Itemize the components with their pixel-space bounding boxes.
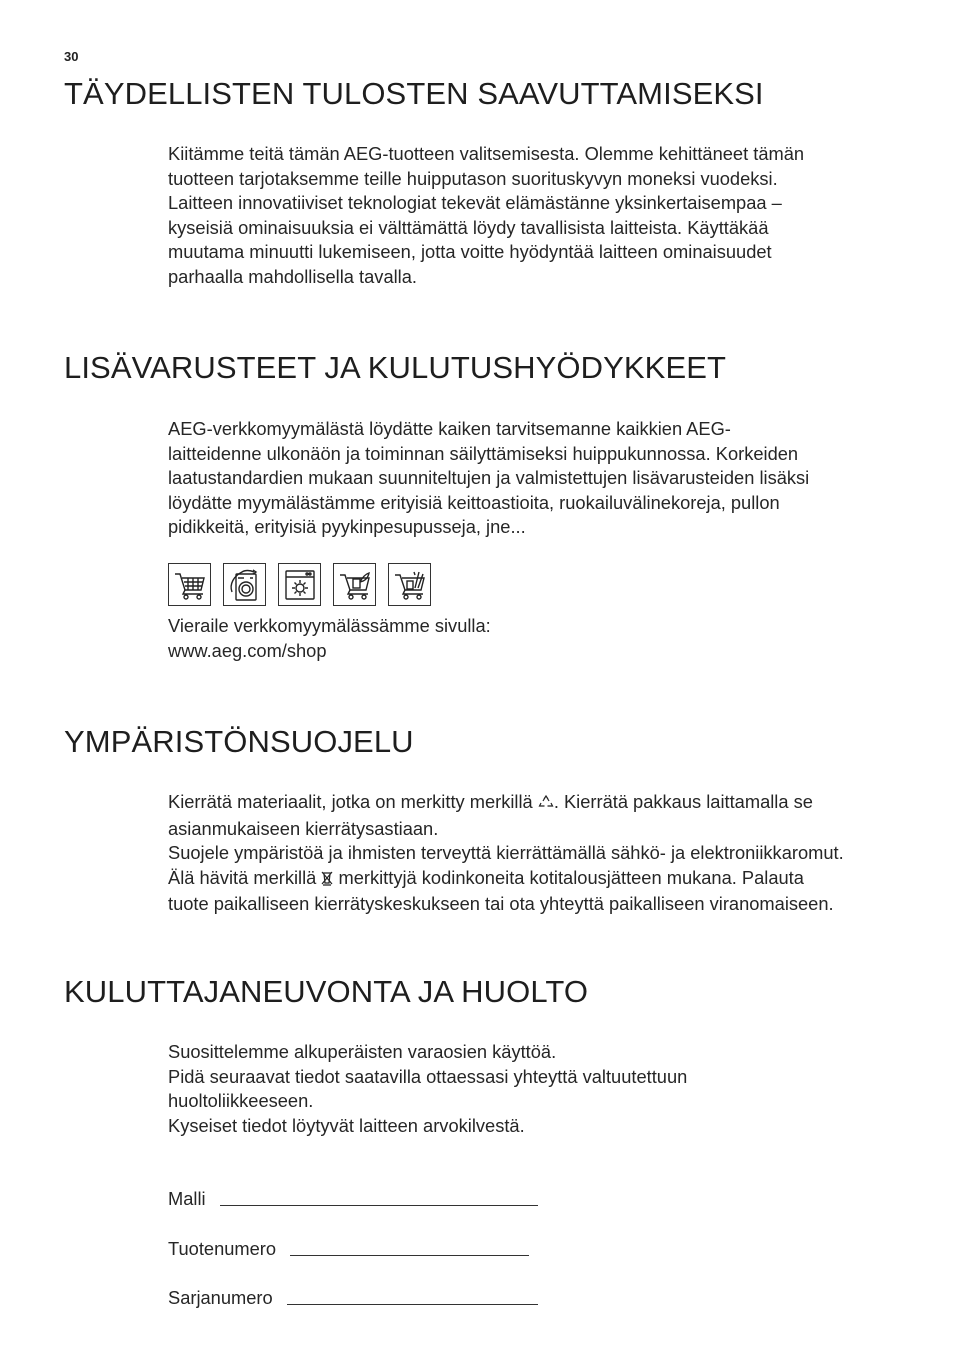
serial-number-input-line[interactable] <box>287 1303 538 1305</box>
text-line: Suosittelemme alkuperäisten varaosien käyttöä. <box>168 1041 557 1062</box>
text-line: parhaalla mahdollisella tavalla. <box>168 265 417 287</box>
section-heading-optimal-results: TÄYDELLISTEN TULOSTEN SAAVUTTAMISEKSI <box>64 76 764 111</box>
service-paragraph <box>168 1040 687 1138</box>
text-segment: Kierrätä materiaalit, jotka on merkitty merkillä <box>168 791 538 812</box>
shop-icons-row <box>168 563 431 606</box>
text-line: pidikkeitä, erityisiä pyykinpesupusseja, jne... <box>168 516 526 538</box>
shop-visit-label: Vieraile verkkomyymälässämme sivulla: <box>168 615 491 636</box>
text-line <box>168 866 844 893</box>
cart-accessories-icon <box>388 563 431 606</box>
text-line: laatustandardien mukaan suunniteltujen ja valmistettujen lisävarusteiden lisäksi <box>168 467 810 489</box>
shop-url: www.aeg.com/shop <box>168 639 327 661</box>
text-segment: Älä hävitä merkillä <box>168 866 322 888</box>
text-segment: . Kierrätä pakkaus laittamalla se <box>553 791 813 812</box>
crossed-bin-icon <box>321 868 333 893</box>
text-line: AEG-verkkomyymälästä löydätte kaiken tarvitsemanne kaikkien AEG- <box>168 418 731 439</box>
recycling-icon <box>538 792 554 817</box>
section-heading-accessories: LISÄVARUSTEET JA KULUTUSHYÖDYKKEET <box>64 350 727 385</box>
intro-paragraph <box>168 142 804 290</box>
model-label: Malli <box>168 1188 206 1209</box>
text-line: Pidä seuraavat tiedot saatavilla ottaessasi yhteyttä valtuutettuun <box>168 1065 688 1087</box>
text-line: laitteidenne ulkonäön ja toiminnan säilyttämiseksi huippukunnossa. Korkeiden <box>168 442 799 464</box>
product-number-field <box>168 1238 529 1260</box>
text-line: huoltoliikkeeseen. <box>168 1090 314 1112</box>
text-segment: merkittyjä kodinkoneita kotitalousjätteen mukana. Palauta <box>333 866 804 888</box>
text-line: kyseisiä ominaisuuksia ei välttämättä löydy tavallisista laitteista. Käyttäkää <box>168 216 769 238</box>
text-line: löydätte myymälästämme erityisiä keittoastioita, ruokailuvälinekoreja, pullon <box>168 491 780 513</box>
shopping-cart-icon <box>168 563 211 606</box>
text-line: asianmukaiseen kierrätysastiaan. <box>168 817 439 839</box>
oven-settings-icon <box>278 563 321 606</box>
text-line: Laitteen innovatiiviset teknologiat tekevät elämästänne yksinkertaisempaa – <box>168 192 782 214</box>
accessories-paragraph <box>168 417 809 540</box>
section-heading-customer-service: KULUTTAJANEUVONTA JA HUOLTO <box>64 974 589 1009</box>
product-number-input-line[interactable] <box>290 1254 529 1256</box>
text-line: tuote paikalliseen kierrätyskeskukseen tai ota yhteyttä paikalliseen viranomaiseen. <box>168 893 834 915</box>
section-heading-environment: YMPÄRISTÖNSUOJELU <box>64 724 414 759</box>
product-number-label: Tuotenumero <box>168 1238 277 1259</box>
washing-machine-care-icon <box>223 563 266 606</box>
model-field <box>168 1188 538 1210</box>
text-line <box>168 790 844 817</box>
environment-paragraph <box>168 790 844 917</box>
model-input-line[interactable] <box>220 1204 538 1206</box>
serial-number-field <box>168 1287 538 1309</box>
text-line: Suojele ympäristöä ja ihmisten terveyttä kierrättämällä sähkö- ja elektroniikkaromut. <box>168 842 844 864</box>
page-number: 30 <box>64 49 79 64</box>
text-line: Kyseiset tiedot löytyvät laitteen arvokilvestä. <box>168 1114 525 1136</box>
cart-cleaning-icon <box>333 563 376 606</box>
text-line: tuotteen tarjotaksemme teille huipputason suorituskyvyn moneksi vuodeksi. <box>168 167 778 189</box>
text-line: muutama minuutti lukemiseen, jotta voitte hyödyntää laitteen ominaisuudet <box>168 241 772 263</box>
serial-number-label: Sarjanumero <box>168 1287 273 1308</box>
text-line: Kiitämme teitä tämän AEG-tuotteen valitsemisesta. Olemme kehittäneet tämän <box>168 143 805 164</box>
shop-visit-text <box>168 614 491 663</box>
